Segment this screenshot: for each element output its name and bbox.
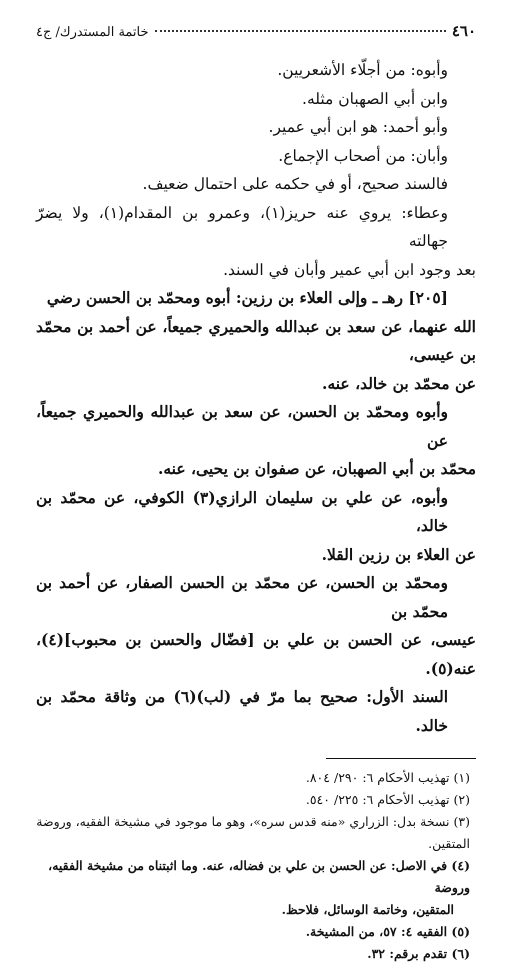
text-line: الله عنهما، عن سعد بن عبدالله والحميري جميعاً، عن أحمد بن محمّد بن عيسى، [36, 316, 476, 364]
footnote: (٥) الفقيه ٤: ٥٧، من المشيخة. [305, 924, 470, 939]
text-line: وابن أبي الصهبان مثله. [302, 89, 448, 108]
entry-heading-line: [٢٠٥] رهـ ـ وإلى العلاء بن رزين: أبوه ومحمّد بن الحسن رضي [46, 288, 448, 307]
text-line: وأبوه: من أجلّاء الأشعريين. [277, 61, 448, 79]
footnotes [36, 767, 476, 965]
text-line: عن العلاء بن رزين القلا. [321, 544, 476, 564]
text-line: عيسى، عن الحسن بن علي بن [فضّال والحسن بن محبوب](٤)، عنه(٥). [36, 630, 476, 678]
footnote: (٣) نسخة بدل: الزراري «منه قدس سره»، وهو ما موجود في مشيخة الفقيه، وروضة المتقين. [36, 814, 470, 851]
page-header [36, 22, 476, 46]
text-line: السند الأول: صحيح بما مرّ في (لب)(٦) من وثاقة محمّد بن خالد. [36, 687, 449, 735]
text-line: وأبوه، عن علي بن سليمان الرازي(٣) الكوفي، عن محمّد بن خالد، [36, 487, 448, 535]
text-line: وعطاء: يروي عنه حريز(١)، وعمرو بن المقدام(١)، ولا يضرّ جهالته [36, 203, 448, 250]
footnote-continuation: المتقين، وخاتمة الوسائل، فلاحظ. [281, 902, 454, 917]
text-line: وأبوه ومحمّد بن الحسن، عن سعد بن عبدالله والحميري جميعاً، عن [36, 402, 448, 450]
page-number: ٤٦٠ [451, 22, 476, 40]
running-title: خاتمة المستدرك/ ج٤ [36, 25, 149, 40]
main-text [36, 56, 476, 740]
footnote: (١) تهذيب الأحكام ٦: ٢٩٠/ ٨٠٤. [305, 770, 470, 785]
text-line: ومحمّد بن الحسن، عن محمّد بن الحسن الصفار، عن أحمد بن محمّد بن [36, 573, 448, 621]
text-line: فالسند صحيح، أو في حكمه على احتمال ضعيف. [142, 175, 448, 193]
text-line: وأبان: من أصحاب الإجماع. [278, 146, 448, 165]
header-dot-leader [155, 30, 446, 32]
footnote: (٤) في الاصل: عن الحسن بن علي بن فضاله، عنه. وما اثبتناه من مشيخة الفقيه، وروضة [48, 858, 470, 895]
footnote: (٦) تقدم برقم: ٣٢. [367, 946, 470, 961]
footnote-separator [326, 758, 476, 759]
footnote: (٢) تهذيب الأحكام ٦: ٢٢٥/ ٥٤٠. [305, 792, 470, 807]
text-line: محمّد بن أبي الصهبان، عن صفوان بن يحيى، عنه. [157, 459, 476, 478]
text-line: بعد وجود ابن أبي عمير وأبان في السند. [223, 260, 476, 279]
text-line: وأبو أحمد: هو ابن أبي عمير. [268, 118, 448, 136]
text-line: عن محمّد بن خالد، عنه. [322, 373, 476, 393]
